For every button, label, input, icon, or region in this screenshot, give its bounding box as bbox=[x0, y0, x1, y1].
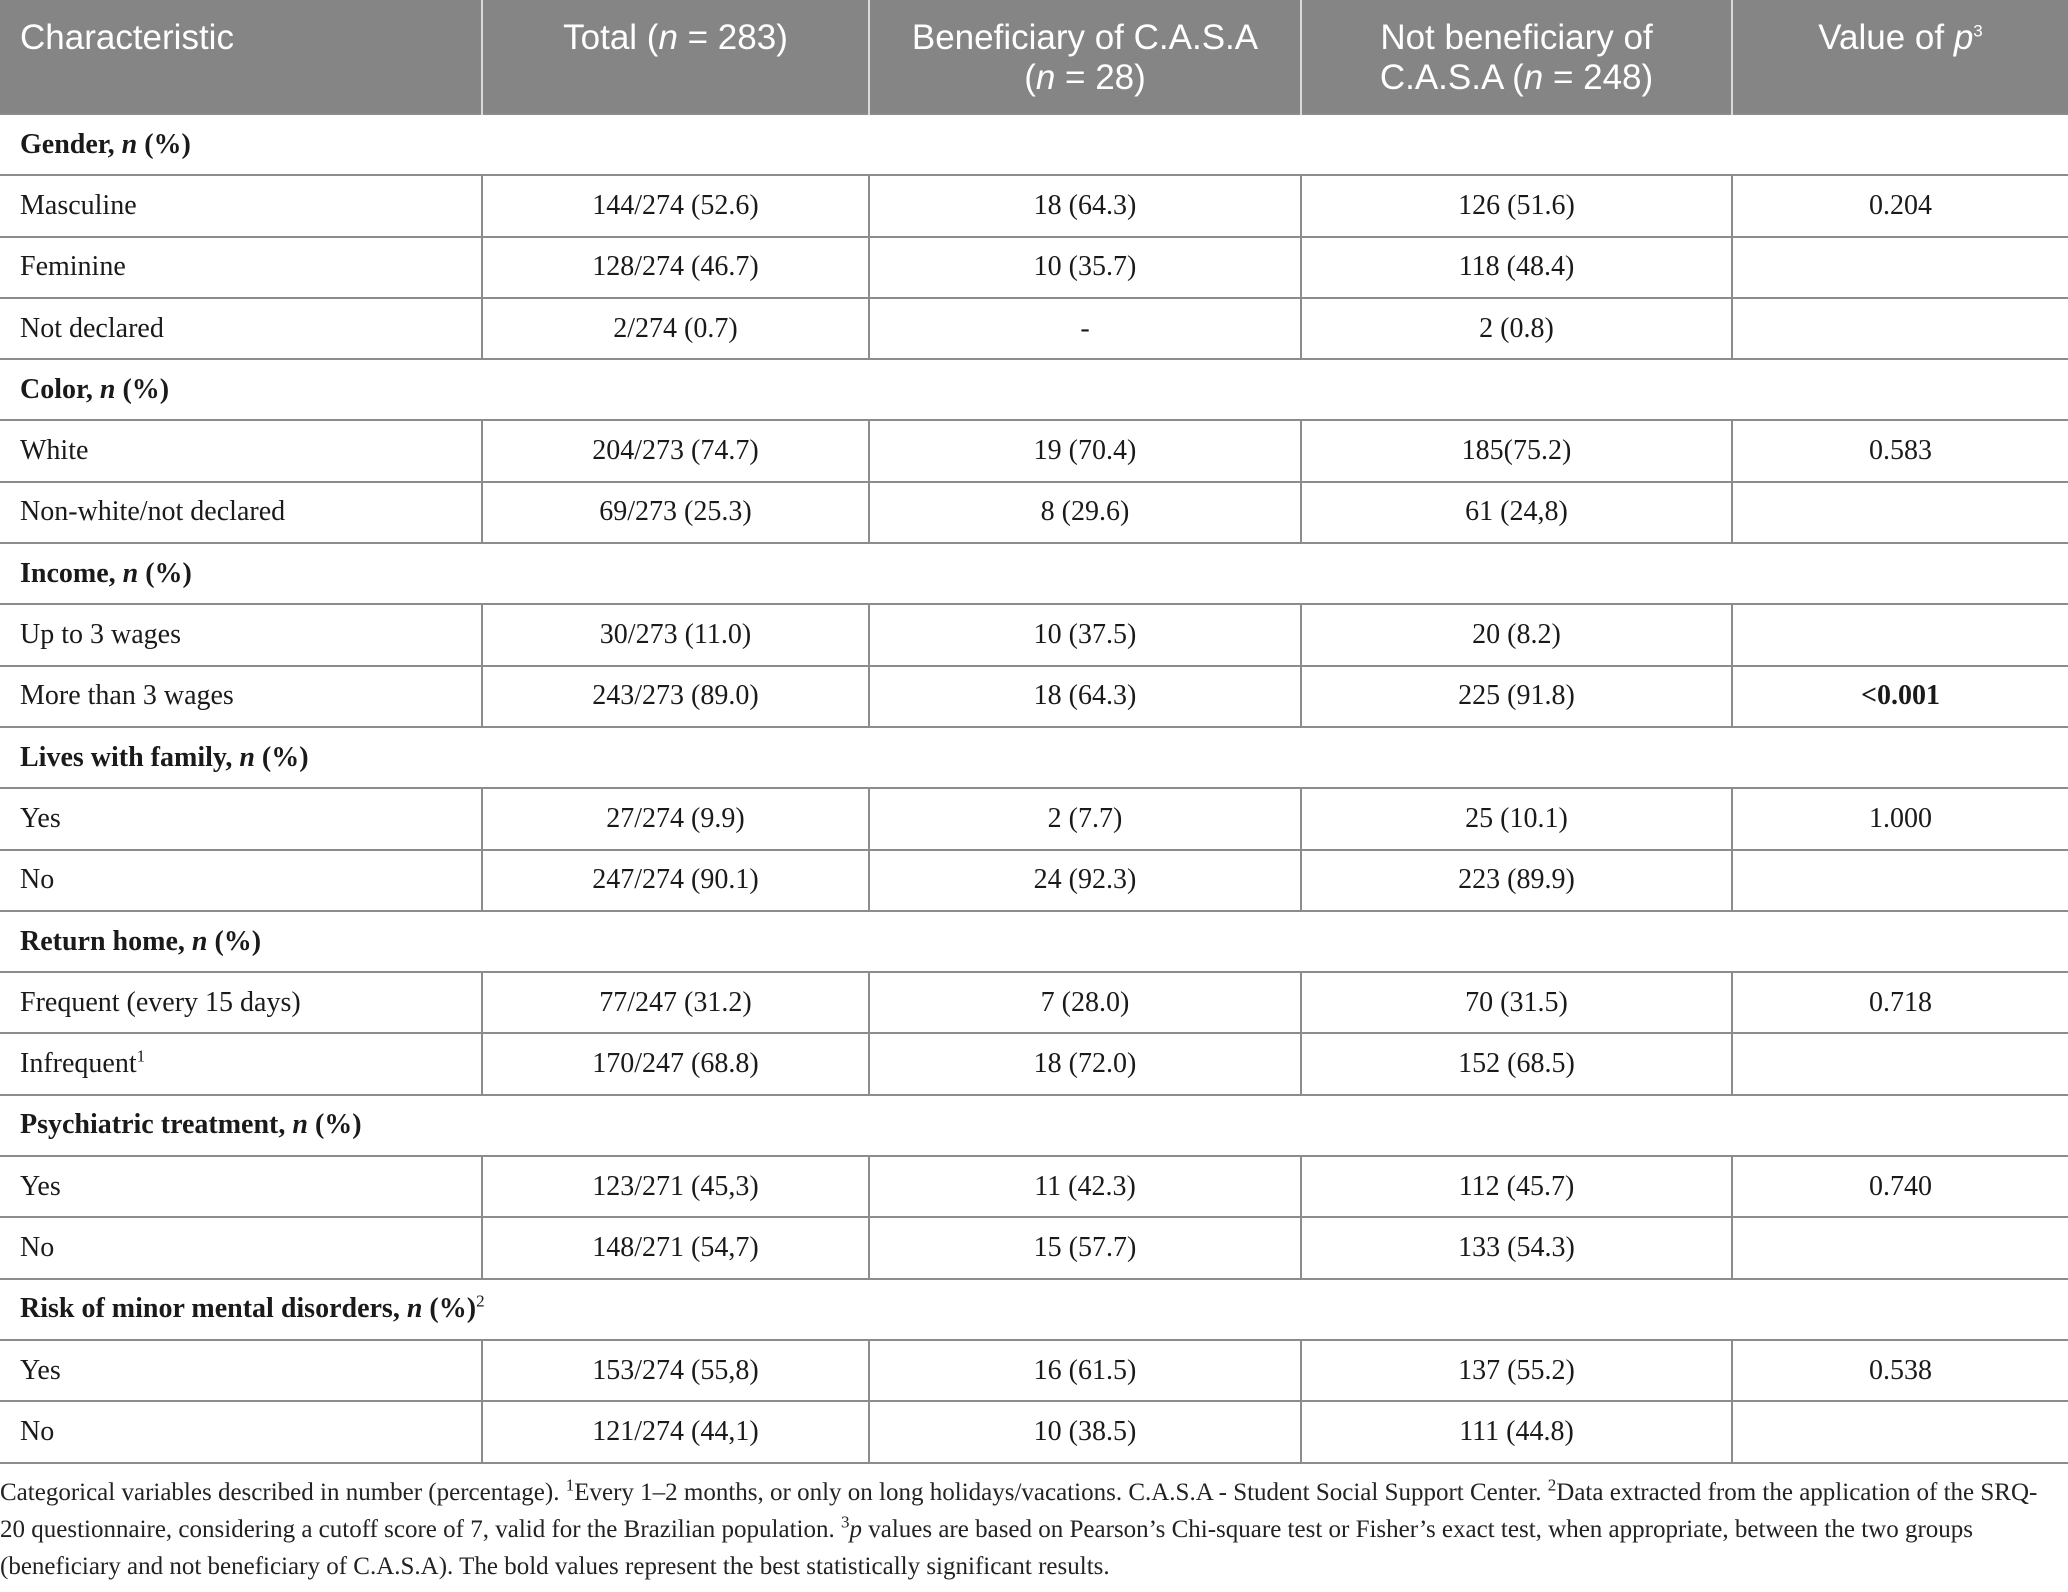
cell-beneficiary-text: 8 (29.6) bbox=[1040, 496, 1130, 528]
cell-total bbox=[482, 666, 869, 727]
cell-not-beneficiary bbox=[1301, 298, 1732, 359]
cell-not-beneficiary-text: 118 (48.4) bbox=[1458, 251, 1575, 283]
row-label-footnote-mark: 1 bbox=[136, 1046, 146, 1066]
section-title-text: Risk of minor mental disorders, bbox=[20, 1293, 400, 1325]
cell-p-value bbox=[1732, 298, 2068, 359]
cell-total-text: 153/274 (55,8) bbox=[592, 1354, 759, 1386]
cell-total-text: 121/274 (44,1) bbox=[592, 1415, 759, 1447]
cell-not-beneficiary bbox=[1301, 420, 1732, 481]
header-p-symbol: p bbox=[1953, 18, 1974, 57]
section-title-text: Color, bbox=[20, 373, 93, 405]
footnote-mark: 1 bbox=[565, 1475, 575, 1495]
cell-not-beneficiary-text: 70 (31.5) bbox=[1465, 986, 1568, 1018]
row-label-text: White bbox=[20, 435, 89, 467]
table-row bbox=[0, 1340, 2068, 1401]
cell-p-value bbox=[1732, 850, 2068, 911]
cell-beneficiary-text: 2 (7.7) bbox=[1047, 802, 1123, 834]
footnote-mark: 3 bbox=[840, 1512, 850, 1532]
cell-beneficiary bbox=[869, 420, 1301, 481]
cell-total bbox=[482, 788, 869, 849]
row-label-text: Not declared bbox=[20, 312, 164, 344]
cell-p-value-text: 0.718 bbox=[1869, 986, 1932, 1018]
cell-total bbox=[482, 175, 869, 236]
footnote-text: Data extracted from the application of the SRQ-20 questionnaire, considering a cutoff score of 7, valid for the Brazilian population. bbox=[0, 1478, 2038, 1543]
cell-p-value bbox=[1732, 1156, 2068, 1217]
section-title-n: n bbox=[406, 1293, 423, 1325]
section-title bbox=[0, 911, 2068, 972]
cell-not-beneficiary bbox=[1301, 1156, 1732, 1217]
cell-p-value bbox=[1732, 666, 2068, 727]
section-header-row bbox=[0, 543, 2068, 604]
cell-not-beneficiary bbox=[1301, 175, 1732, 236]
cell-not-beneficiary bbox=[1301, 972, 1732, 1033]
section-title-footnote-mark: 2 bbox=[476, 1291, 485, 1311]
cell-p-value bbox=[1732, 788, 2068, 849]
section-header-row bbox=[0, 1279, 2068, 1340]
cell-total bbox=[482, 1401, 869, 1462]
cell-not-beneficiary-text: 2 (0.8) bbox=[1479, 312, 1554, 344]
cell-beneficiary-text: 15 (57.7) bbox=[1033, 1231, 1137, 1263]
cell-p-value bbox=[1732, 420, 2068, 481]
section-title-n: n bbox=[121, 128, 138, 160]
section-title-percent: (%) bbox=[115, 373, 170, 405]
section-title-text: Gender, bbox=[20, 128, 115, 160]
table-row bbox=[0, 850, 2068, 911]
cell-p-value bbox=[1732, 1340, 2068, 1401]
header-characteristic-text: Characteristic bbox=[20, 18, 234, 57]
cell-beneficiary bbox=[869, 1340, 1301, 1401]
table-header bbox=[0, 0, 2068, 114]
row-label bbox=[0, 604, 482, 665]
section-title-n: n bbox=[292, 1109, 308, 1141]
cell-not-beneficiary bbox=[1301, 788, 1732, 849]
cell-not-beneficiary-text: 126 (51.6) bbox=[1458, 189, 1575, 221]
cell-p-value bbox=[1732, 482, 2068, 543]
cell-beneficiary-text: 11 (42.3) bbox=[1034, 1170, 1136, 1202]
row-label-text: Up to 3 wages bbox=[20, 619, 181, 651]
cell-total bbox=[482, 1033, 869, 1094]
row-label-text: Yes bbox=[20, 802, 61, 834]
cell-not-beneficiary bbox=[1301, 666, 1732, 727]
header-not-beneficiary-line1: Not beneficiary of bbox=[1380, 18, 1653, 57]
cell-total-text: 30/273 (11.0) bbox=[599, 619, 752, 651]
cell-beneficiary bbox=[869, 666, 1301, 727]
cell-beneficiary-text: 7 (28.0) bbox=[1040, 986, 1130, 1018]
cell-beneficiary-text: 18 (72.0) bbox=[1033, 1048, 1137, 1080]
cell-beneficiary-text: 18 (64.3) bbox=[1033, 189, 1137, 221]
table-row bbox=[0, 788, 2068, 849]
table-row bbox=[0, 237, 2068, 298]
cell-total-text: 204/273 (74.7) bbox=[592, 435, 759, 467]
cell-not-beneficiary-text: 111 (44.8) bbox=[1459, 1415, 1574, 1447]
cell-beneficiary-text: 19 (70.4) bbox=[1033, 435, 1137, 467]
section-title bbox=[0, 359, 2068, 420]
cell-total-text: 144/274 (52.6) bbox=[592, 189, 759, 221]
cell-beneficiary-text: - bbox=[1080, 312, 1090, 344]
footnote-text: values are based on Pearson’s Chi-square test or Fisher’s exact test, when appropriate, between the two groups (beneficiary and not beneficiary of C.A.S.A). The bold values represent the best statistically significant results. bbox=[0, 1515, 1974, 1580]
header-beneficiary bbox=[869, 0, 1301, 114]
cell-total bbox=[482, 1340, 869, 1401]
header-characteristic bbox=[0, 0, 482, 114]
cell-beneficiary bbox=[869, 972, 1301, 1033]
footnote-text: p bbox=[849, 1515, 862, 1543]
section-title-percent: (%) bbox=[137, 128, 191, 160]
cell-total bbox=[482, 1217, 869, 1278]
row-label bbox=[0, 1217, 482, 1278]
header-total-n: n bbox=[658, 18, 678, 57]
header-row bbox=[0, 0, 2068, 114]
header-p-value bbox=[1732, 0, 2068, 114]
row-label bbox=[0, 788, 482, 849]
row-label bbox=[0, 175, 482, 236]
cell-not-beneficiary bbox=[1301, 604, 1732, 665]
section-title-n: n bbox=[99, 373, 116, 405]
section-title-n: n bbox=[122, 557, 139, 589]
table-row bbox=[0, 604, 2068, 665]
row-label bbox=[0, 972, 482, 1033]
cell-not-beneficiary bbox=[1301, 1340, 1732, 1401]
header-total bbox=[482, 0, 869, 114]
row-label-text: More than 3 wages bbox=[20, 680, 234, 712]
section-title-percent: (%) bbox=[138, 557, 192, 589]
footnote-text: Every 1–2 months, or only on long holidays/vacations. C.A.S.A - Student Social Support Center. bbox=[574, 1478, 1548, 1506]
cell-beneficiary bbox=[869, 237, 1301, 298]
cell-not-beneficiary bbox=[1301, 1401, 1732, 1462]
row-label-text: No bbox=[20, 1415, 55, 1447]
header-p-text: Value of bbox=[1818, 18, 1954, 57]
section-title-n: n bbox=[191, 925, 208, 957]
cell-total-text: 2/274 (0.7) bbox=[613, 312, 738, 344]
cell-total bbox=[482, 237, 869, 298]
footnote-text: Categorical variables described in number (percentage). bbox=[0, 1478, 566, 1506]
section-title-n: n bbox=[239, 741, 255, 773]
table-row bbox=[0, 1033, 2068, 1094]
cell-total-text: 148/271 (54,7) bbox=[592, 1231, 759, 1263]
table-row bbox=[0, 482, 2068, 543]
cell-total-text: 123/271 (45,3) bbox=[592, 1170, 759, 1202]
header-beneficiary-line1: Beneficiary of C.A.S.A bbox=[911, 18, 1259, 57]
cell-beneficiary bbox=[869, 298, 1301, 359]
cell-beneficiary bbox=[869, 604, 1301, 665]
section-title-percent: (%) bbox=[207, 925, 262, 957]
row-label bbox=[0, 850, 482, 911]
cell-beneficiary bbox=[869, 175, 1301, 236]
cell-beneficiary-text: 10 (35.7) bbox=[1033, 251, 1137, 283]
header-beneficiary-n: n bbox=[1035, 58, 1056, 97]
cell-total-text: 128/274 (46.7) bbox=[592, 251, 759, 283]
cell-not-beneficiary bbox=[1301, 1217, 1732, 1278]
row-label bbox=[0, 298, 482, 359]
row-label bbox=[0, 666, 482, 727]
cell-total-text: 69/273 (25.3) bbox=[599, 496, 752, 528]
section-header-row bbox=[0, 359, 2068, 420]
cell-total bbox=[482, 482, 869, 543]
table-row bbox=[0, 1156, 2068, 1217]
header-not-beneficiary-line2: C.A.S.A ( bbox=[1379, 58, 1524, 97]
cell-not-beneficiary-text: 223 (89.9) bbox=[1458, 864, 1575, 896]
section-title-text: Return home, bbox=[20, 925, 185, 957]
cell-p-value bbox=[1732, 604, 2068, 665]
table-row bbox=[0, 666, 2068, 727]
section-title-text: Psychiatric treatment, bbox=[20, 1109, 286, 1141]
cell-p-value bbox=[1732, 1033, 2068, 1094]
cell-not-beneficiary-text: 152 (68.5) bbox=[1458, 1048, 1575, 1080]
cell-total bbox=[482, 850, 869, 911]
header-not-beneficiary bbox=[1301, 0, 1732, 114]
row-label bbox=[0, 237, 482, 298]
cell-total-text: 77/247 (31.2) bbox=[599, 986, 752, 1018]
cell-not-beneficiary bbox=[1301, 1033, 1732, 1094]
table-row bbox=[0, 1401, 2068, 1462]
cell-total bbox=[482, 604, 869, 665]
row-label bbox=[0, 482, 482, 543]
section-title bbox=[0, 114, 2068, 175]
row-label-text: Frequent (every 15 days) bbox=[20, 986, 301, 1018]
table-row bbox=[0, 298, 2068, 359]
section-title-percent: (%) bbox=[254, 741, 309, 773]
cell-p-value-text: 0.583 bbox=[1869, 435, 1932, 467]
table-body bbox=[0, 114, 2068, 1463]
cell-not-beneficiary-text: 133 (54.3) bbox=[1458, 1231, 1575, 1263]
cell-total bbox=[482, 420, 869, 481]
cell-not-beneficiary bbox=[1301, 482, 1732, 543]
header-not-beneficiary-n: n bbox=[1523, 58, 1544, 97]
section-title-text: Lives with family, bbox=[20, 741, 233, 773]
cell-p-value-text: 1.000 bbox=[1869, 802, 1932, 834]
header-not-beneficiary-count: = 248) bbox=[1543, 58, 1654, 97]
header-beneficiary-count: = 28) bbox=[1055, 58, 1146, 97]
cell-total bbox=[482, 972, 869, 1033]
section-header-row bbox=[0, 114, 2068, 175]
row-label bbox=[0, 420, 482, 481]
cell-beneficiary bbox=[869, 850, 1301, 911]
header-total-count: = 283) bbox=[677, 18, 788, 57]
cell-total-text: 243/273 (89.0) bbox=[592, 680, 759, 712]
cell-p-value-text: <0.001 bbox=[1861, 680, 1940, 712]
footnote-mark: 2 bbox=[1547, 1475, 1557, 1495]
section-title-percent: (%) bbox=[422, 1293, 477, 1325]
cell-p-value-text: 0.204 bbox=[1869, 189, 1932, 221]
table-row bbox=[0, 175, 2068, 236]
row-label-text: Masculine bbox=[20, 189, 137, 221]
table-footnote bbox=[0, 1464, 2068, 1585]
cell-beneficiary bbox=[869, 788, 1301, 849]
row-label bbox=[0, 1156, 482, 1217]
cell-total bbox=[482, 1156, 869, 1217]
row-label-text: No bbox=[20, 864, 55, 896]
cell-not-beneficiary-text: 20 (8.2) bbox=[1472, 619, 1561, 651]
table-row bbox=[0, 420, 2068, 481]
section-header-row bbox=[0, 727, 2068, 788]
cell-beneficiary-text: 24 (92.3) bbox=[1033, 864, 1137, 896]
cell-p-value bbox=[1732, 1217, 2068, 1278]
table-row bbox=[0, 972, 2068, 1033]
row-label-text: No bbox=[20, 1231, 55, 1263]
cell-beneficiary-text: 16 (61.5) bbox=[1033, 1354, 1137, 1386]
cell-total-text: 170/247 (68.8) bbox=[592, 1048, 759, 1080]
table-row bbox=[0, 1217, 2068, 1278]
cell-beneficiary bbox=[869, 1033, 1301, 1094]
row-label-text: Non-white/not declared bbox=[20, 496, 286, 528]
row-label-text: Yes bbox=[20, 1354, 61, 1386]
cell-beneficiary bbox=[869, 1156, 1301, 1217]
section-title-text: Income, bbox=[20, 557, 116, 589]
cell-not-beneficiary bbox=[1301, 850, 1732, 911]
section-header-row bbox=[0, 911, 2068, 972]
row-label bbox=[0, 1033, 482, 1094]
row-label bbox=[0, 1401, 482, 1462]
cell-p-value-text: 0.538 bbox=[1869, 1354, 1932, 1386]
cell-total-text: 247/274 (90.1) bbox=[592, 864, 759, 896]
cell-not-beneficiary-text: 112 (45.7) bbox=[1458, 1170, 1575, 1202]
cell-not-beneficiary-text: 225 (91.8) bbox=[1458, 680, 1575, 712]
cell-total bbox=[482, 298, 869, 359]
cell-not-beneficiary-text: 137 (55.2) bbox=[1458, 1354, 1575, 1386]
section-header-row bbox=[0, 1095, 2068, 1156]
cell-not-beneficiary-text: 25 (10.1) bbox=[1465, 802, 1568, 834]
cell-beneficiary bbox=[869, 1217, 1301, 1278]
section-title bbox=[0, 1095, 2068, 1156]
section-title bbox=[0, 727, 2068, 788]
section-title bbox=[0, 1279, 2068, 1340]
cell-p-value bbox=[1732, 972, 2068, 1033]
cell-p-value bbox=[1732, 237, 2068, 298]
header-p-footnote-mark: 3 bbox=[1973, 21, 1983, 41]
section-title-percent: (%) bbox=[307, 1109, 362, 1141]
cell-beneficiary bbox=[869, 482, 1301, 543]
cell-not-beneficiary-text: 61 (24,8) bbox=[1465, 496, 1568, 528]
cell-beneficiary-text: 10 (37.5) bbox=[1033, 619, 1137, 651]
cell-p-value bbox=[1732, 175, 2068, 236]
cell-beneficiary bbox=[869, 1401, 1301, 1462]
row-label bbox=[0, 1340, 482, 1401]
header-total-text: Total ( bbox=[563, 18, 659, 57]
row-label-text: Infrequent bbox=[20, 1048, 137, 1080]
cell-p-value-text: 0.740 bbox=[1869, 1170, 1932, 1202]
cell-beneficiary-text: 10 (38.5) bbox=[1033, 1415, 1137, 1447]
cell-p-value bbox=[1732, 1401, 2068, 1462]
row-label-text: Feminine bbox=[20, 251, 126, 283]
header-beneficiary-open: ( bbox=[1024, 58, 1036, 97]
section-title bbox=[0, 543, 2068, 604]
cell-beneficiary-text: 18 (64.3) bbox=[1033, 680, 1137, 712]
cell-not-beneficiary-text: 185(75.2) bbox=[1461, 435, 1572, 467]
cell-not-beneficiary bbox=[1301, 237, 1732, 298]
cell-total-text: 27/274 (9.9) bbox=[606, 802, 745, 834]
row-label-text: Yes bbox=[20, 1170, 61, 1202]
